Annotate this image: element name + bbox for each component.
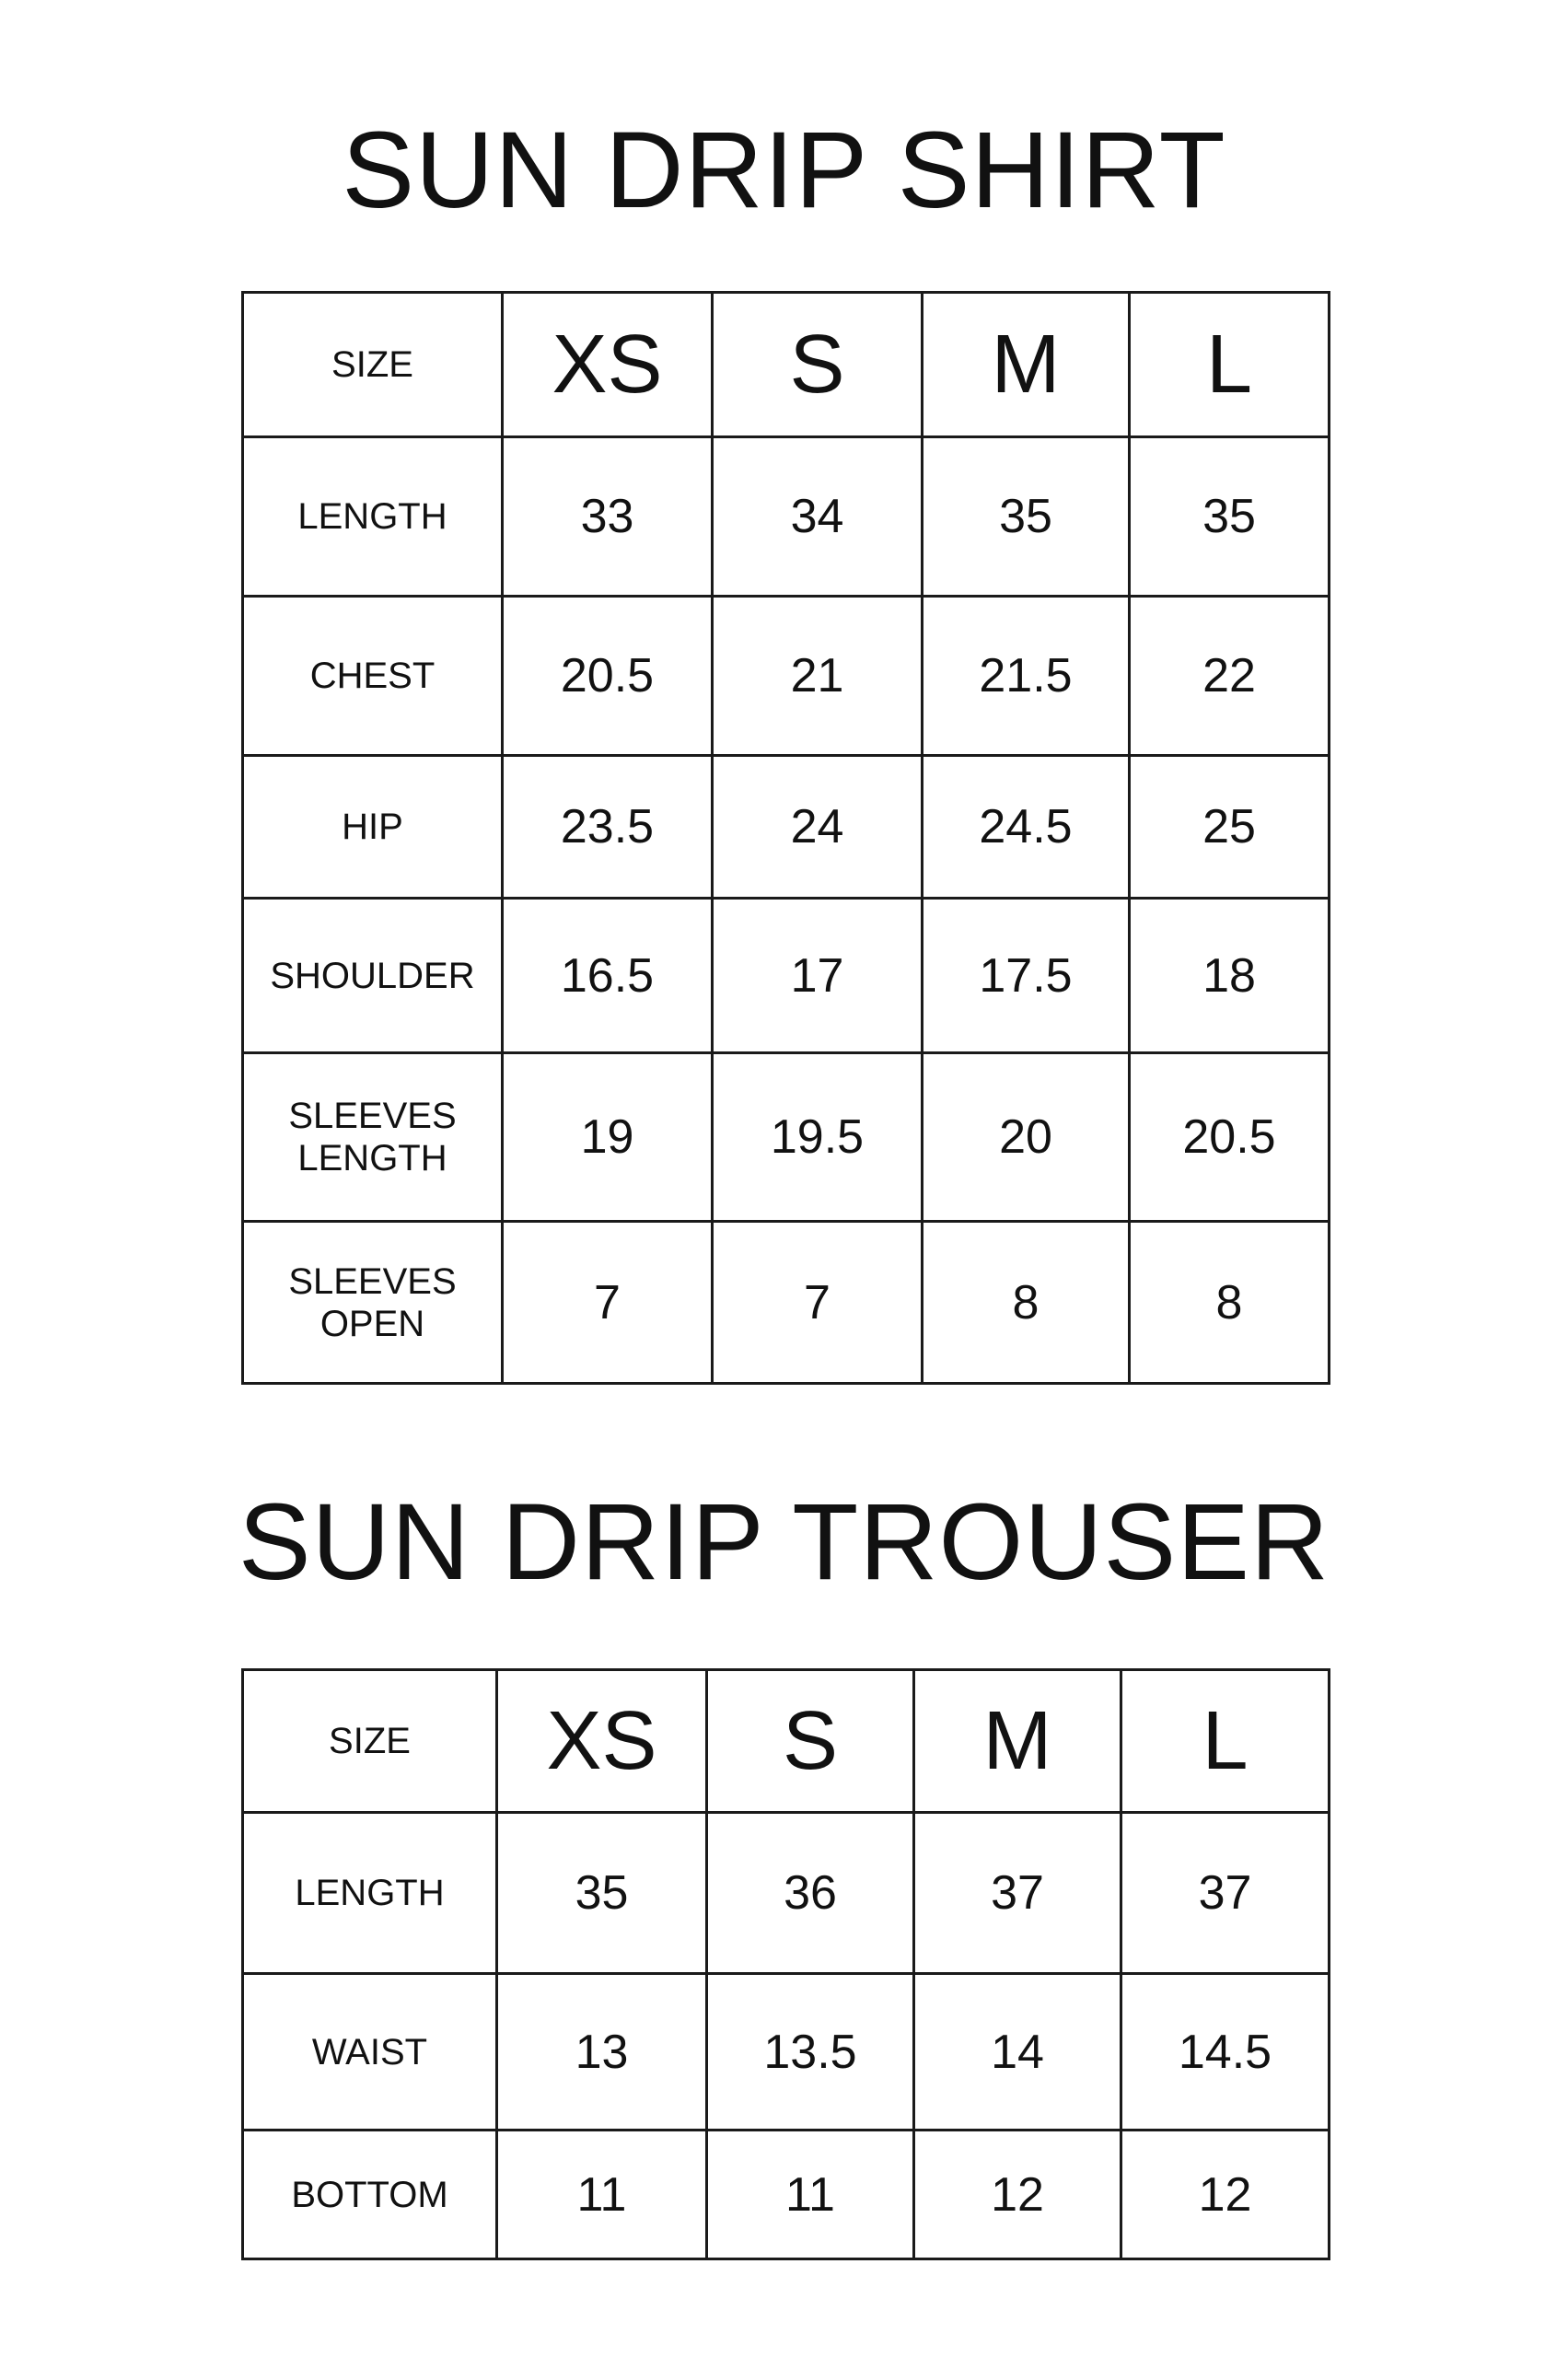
row-label-shoulder: SHOULDER [243, 899, 503, 1053]
row-label-hip: HIP [243, 756, 503, 899]
value-cell: 8 [923, 1222, 1130, 1384]
trouser-size-chart-title: SUN DRIP TROUSER [238, 1481, 1330, 1603]
shirt-row-sleeves-open [243, 1222, 1330, 1384]
value-cell: 20 [923, 1053, 1130, 1222]
value-cell: 14 [914, 1974, 1121, 2131]
size-header-m: M [923, 293, 1130, 437]
size-header-l: L [1130, 293, 1330, 437]
value-cell: 25 [1130, 756, 1330, 899]
shirt-header-row [243, 293, 1330, 437]
value-cell: 24.5 [923, 756, 1130, 899]
value-cell: 8 [1130, 1222, 1330, 1384]
value-cell: 17.5 [923, 899, 1130, 1053]
size-header-s: S [713, 293, 923, 437]
size-header-label: SIZE [243, 293, 503, 437]
row-label-chest: CHEST [243, 597, 503, 756]
size-header-s: S [707, 1670, 914, 1813]
value-cell: 14.5 [1121, 1974, 1330, 2131]
size-header-label: SIZE [243, 1670, 497, 1813]
value-cell: 7 [713, 1222, 923, 1384]
size-header-m: M [914, 1670, 1121, 1813]
size-header-xs: XS [497, 1670, 707, 1813]
value-cell: 33 [503, 437, 713, 597]
shirt-row-sleeves-length [243, 1053, 1330, 1222]
value-cell: 20.5 [503, 597, 713, 756]
value-cell: 13.5 [707, 1974, 914, 2131]
value-cell: 13 [497, 1974, 707, 2131]
value-cell: 35 [1130, 437, 1330, 597]
value-cell: 12 [1121, 2131, 1330, 2259]
shirt-size-chart-title: SUN DRIP SHIRT [342, 110, 1226, 231]
shirt-row-hip [243, 756, 1330, 899]
value-cell: 34 [713, 437, 923, 597]
row-label-bottom: BOTTOM [243, 2131, 497, 2259]
size-header-xs: XS [503, 293, 713, 437]
row-label-waist: WAIST [243, 1974, 497, 2131]
value-cell: 21.5 [923, 597, 1130, 756]
row-label-sleeves-length: SLEEVES LENGTH [243, 1053, 503, 1222]
value-cell: 24 [713, 756, 923, 899]
value-cell: 20.5 [1130, 1053, 1330, 1222]
value-cell: 22 [1130, 597, 1330, 756]
value-cell: 12 [914, 2131, 1121, 2259]
value-cell: 35 [923, 437, 1130, 597]
value-cell: 18 [1130, 899, 1330, 1053]
shirt-row-chest [243, 597, 1330, 756]
trouser-header-row [243, 1670, 1330, 1813]
value-cell: 36 [707, 1813, 914, 1974]
trouser-row-waist [243, 1974, 1330, 2131]
value-cell: 19 [503, 1053, 713, 1222]
value-cell: 35 [497, 1813, 707, 1974]
trouser-row-bottom [243, 2131, 1330, 2259]
value-cell: 11 [497, 2131, 707, 2259]
shirt-row-length [243, 437, 1330, 597]
size-header-l: L [1121, 1670, 1330, 1813]
shirt-row-shoulder [243, 899, 1330, 1053]
value-cell: 37 [1121, 1813, 1330, 1974]
row-label-length: LENGTH [243, 437, 503, 597]
shirt-size-table [241, 291, 1330, 1385]
value-cell: 23.5 [503, 756, 713, 899]
value-cell: 17 [713, 899, 923, 1053]
value-cell: 16.5 [503, 899, 713, 1053]
value-cell: 21 [713, 597, 923, 756]
value-cell: 19.5 [713, 1053, 923, 1222]
value-cell: 11 [707, 2131, 914, 2259]
row-label-sleeves-open: SLEEVES OPEN [243, 1222, 503, 1384]
value-cell: 37 [914, 1813, 1121, 1974]
value-cell: 7 [503, 1222, 713, 1384]
trouser-row-length [243, 1813, 1330, 1974]
row-label-length: LENGTH [243, 1813, 497, 1974]
trouser-size-table [241, 1668, 1330, 2260]
